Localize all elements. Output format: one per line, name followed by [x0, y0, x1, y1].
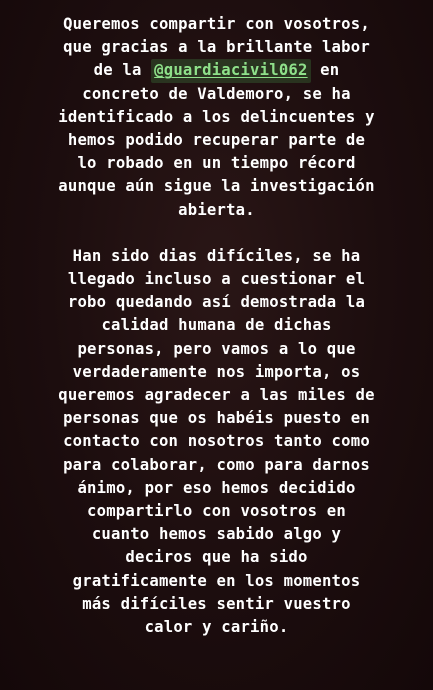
story-line: concreto de Valdemoro, se ha: [82, 84, 351, 103]
story-line: calor y cariño.: [144, 617, 289, 636]
story-line: personas que os habéis puesto en: [63, 409, 370, 428]
story-line: identificado a los delincuentes y: [58, 107, 375, 126]
story-line: cuanto hemos sabido algo y: [91, 525, 342, 544]
story-paragraph-1: [0, 13, 433, 222]
story-line: gratificamente en los momentos: [72, 571, 361, 590]
story-line: lo robado en un tiempo récord: [77, 154, 356, 173]
story-line: verdaderamente nos importa, os: [72, 362, 361, 381]
story-line: abierta.: [178, 200, 255, 219]
story-line: calidad humana de dichas: [101, 316, 332, 335]
story-line: más difíciles sentir vuestro: [82, 594, 351, 613]
story-line: Queremos compartir con vosotros,: [63, 15, 370, 33]
story-line-with-mention: [0, 59, 433, 82]
story-line: para colaborar, como para darnos: [63, 455, 370, 474]
story-line: compartirlo con vosotros en: [87, 501, 346, 520]
story-line: aunque aún sigue la investigación: [58, 177, 375, 196]
story-line: llegado incluso a cuestionar el: [67, 270, 366, 289]
story-line: robo quedando así demostrada la: [67, 293, 366, 312]
story-line: contacto con nosotros tanto como: [63, 432, 370, 451]
story-line: personas, pero vamos a lo que: [77, 339, 356, 358]
mention-link-guardiacivil[interactable]: @guardiacivil062: [151, 59, 310, 82]
story-line: Han sido dias difíciles, se ha: [72, 246, 361, 265]
story-text-fragment: de la: [93, 61, 152, 80]
paragraph-gap: [0, 222, 433, 245]
story-text-fragment: en: [310, 61, 340, 80]
story-line: que gracias a la brillante labor: [63, 38, 370, 57]
story-line: ánimo, por eso hemos decidido: [77, 478, 356, 497]
story-line: deciros que ha sido: [125, 548, 308, 567]
story-paragraph-2: [0, 245, 433, 639]
story-line: hemos podido recuperar parte de: [67, 130, 366, 149]
story-line: queremos agradecer a las miles de: [58, 386, 375, 404]
